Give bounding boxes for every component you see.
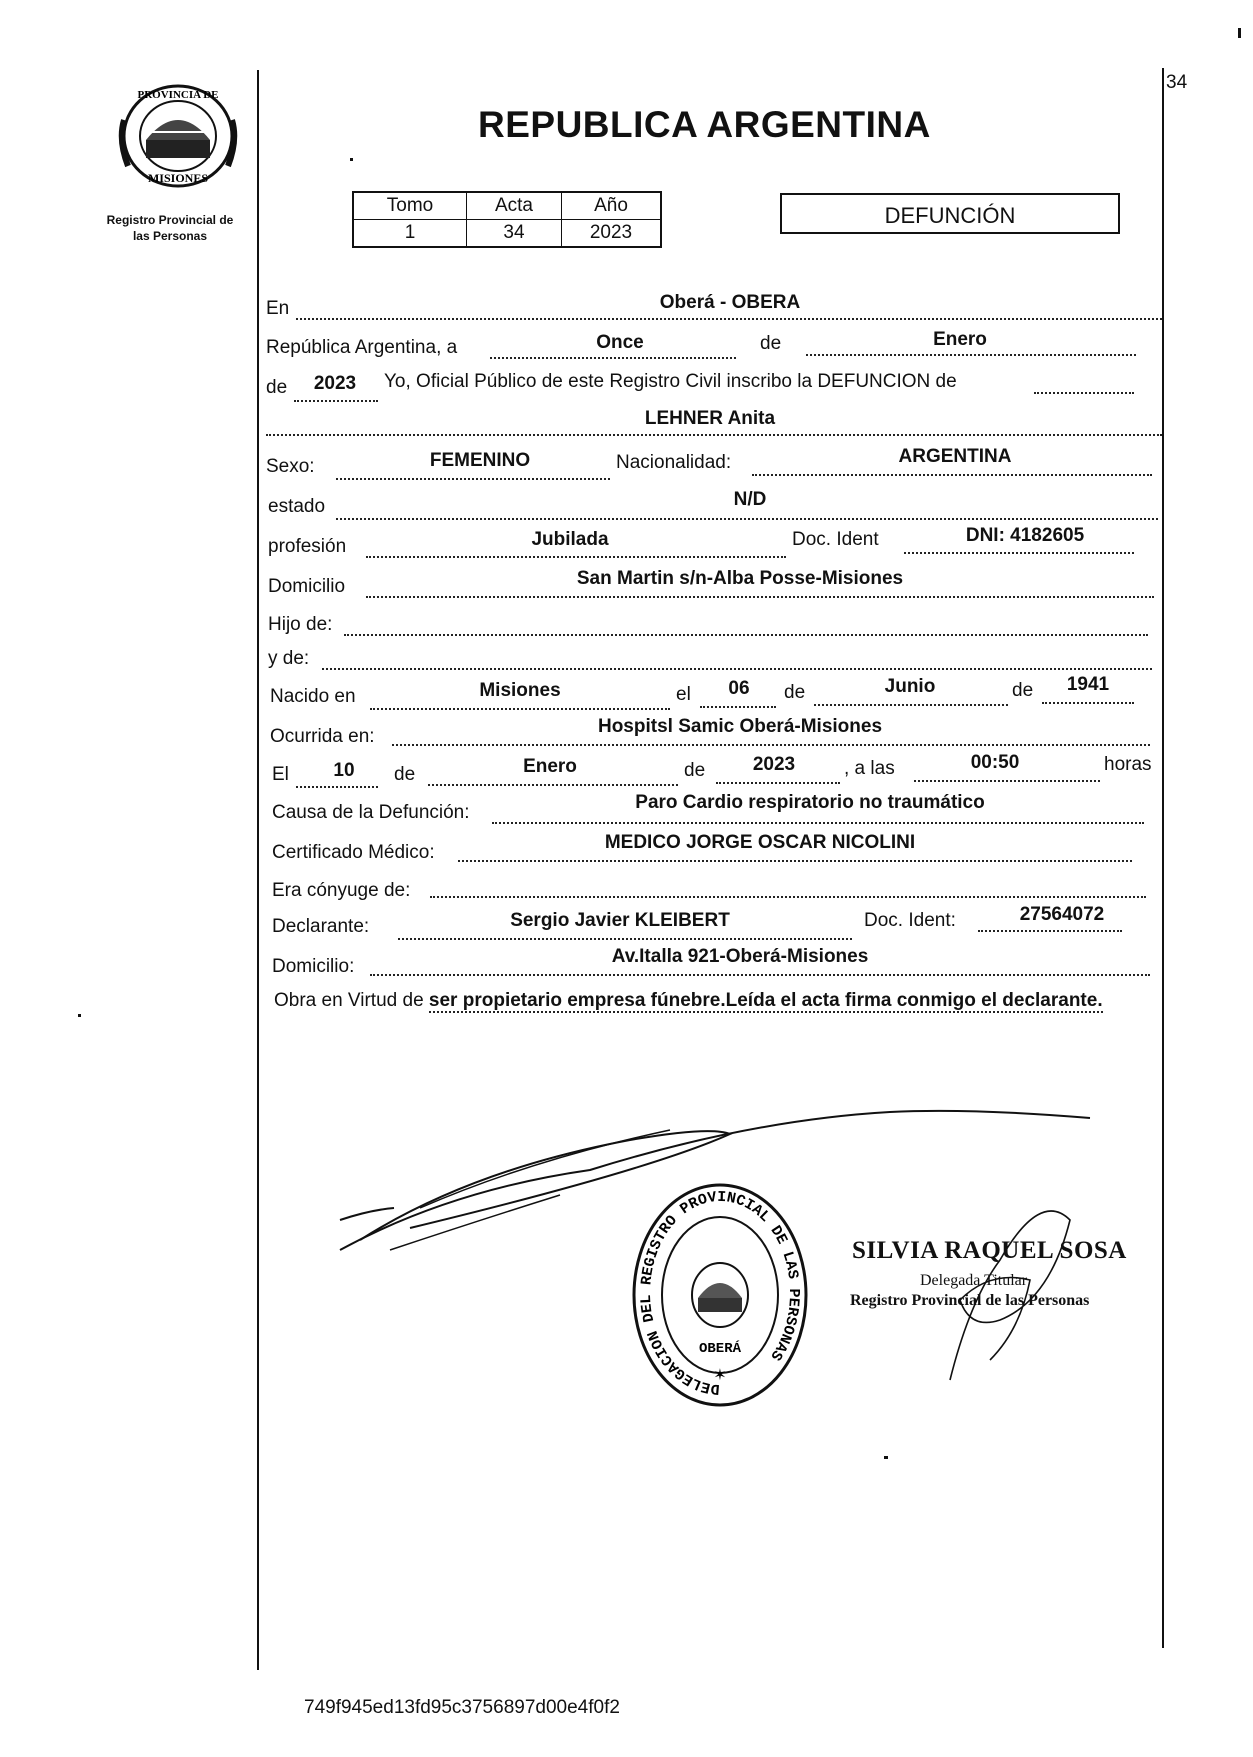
stamp-star-icon: ✶	[713, 1365, 727, 1384]
el-label: el	[676, 684, 691, 705]
stray-dot	[884, 1456, 888, 1459]
place-value: Oberá - OBERA	[659, 292, 801, 313]
domicilio-line	[366, 596, 1154, 598]
cert-value: MEDICO JORGE OSCAR NICOLINI	[604, 832, 916, 853]
domicilio-value: San Martin s/n-Alba Posse-Misiones	[576, 568, 904, 589]
nacido-label: Nacido en	[270, 686, 356, 707]
cert-label: Certificado Médico:	[272, 842, 435, 863]
province-seal-logo	[116, 80, 240, 192]
nacido-dia-value: 06	[728, 678, 750, 699]
El-label: El	[272, 764, 289, 785]
estado-label: estado	[268, 496, 326, 517]
page-number: 34	[1166, 72, 1188, 93]
year-line	[294, 400, 378, 402]
def-mes-value: Enero	[523, 756, 577, 777]
obra-paragraph	[274, 986, 1174, 1016]
yde-label: y de:	[268, 648, 310, 669]
doc-value: DNI: 4182605	[965, 525, 1085, 546]
nacionalidad-label: Nacionalidad:	[616, 452, 732, 473]
record-type-box: DEFUNCIÓN	[780, 193, 1120, 234]
sexo-label: Sexo:	[266, 456, 315, 477]
domicilio-label: Domicilio	[268, 576, 346, 597]
logo-caption-line2: las Personas	[132, 229, 208, 243]
official-signature-scribble	[930, 1180, 1090, 1390]
ocurrida-label: Ocurrida en:	[270, 726, 375, 747]
ref-header-anio: Año	[562, 192, 662, 220]
ref-header-acta: Acta	[467, 192, 562, 220]
nacionalidad-value: ARGENTINA	[898, 446, 1012, 467]
logo-bottom-text: MISIONES	[147, 171, 209, 185]
document-hash: 749f945ed13fd95c3756897d00e4f0f2	[304, 1697, 620, 1718]
profesion-label: profesión	[268, 536, 347, 557]
logo-caption-line1: Registro Provincial de	[106, 213, 234, 227]
logo-caption	[90, 212, 250, 244]
logo-arc-text: PROVINCIA DE	[137, 89, 219, 101]
de6-label: de	[684, 760, 706, 781]
domicilio2-label: Domicilio:	[272, 956, 355, 977]
doc-label: Doc. Ident	[792, 529, 879, 550]
ocurrida-line	[392, 744, 1150, 746]
inscribo-text: Yo, Oficial Público de este Registro Civil inscribo la DEFUNCION de	[384, 371, 957, 392]
doc-line	[904, 552, 1134, 554]
hijo-label: Hijo de:	[268, 614, 333, 635]
declarante-label: Declarante:	[272, 916, 370, 937]
estado-value: N/D	[733, 489, 767, 510]
causa-label: Causa de la Defunción:	[272, 802, 470, 823]
day-line	[490, 357, 736, 359]
left-margin-line	[257, 70, 259, 1670]
def-dia-line	[296, 786, 378, 788]
de1-label: de	[760, 333, 782, 354]
corner-mark	[1238, 28, 1241, 38]
place-line	[296, 318, 1162, 320]
profesion-value: Jubilada	[531, 529, 609, 550]
domicilio2-line	[370, 974, 1150, 976]
reference-table	[352, 191, 662, 248]
stray-dot	[78, 1014, 81, 1017]
signatory-org: Registro Provincial de las Personas	[850, 1292, 1090, 1309]
ref-value-acta: 34	[467, 220, 562, 248]
de4-label: de	[1012, 680, 1034, 701]
nacido-dia-line	[700, 706, 776, 708]
nacido-mes-line	[814, 704, 1008, 706]
ref-value-anio: 2023	[562, 220, 662, 248]
nacionalidad-line	[752, 474, 1152, 476]
conyuge-label: Era cónyuge de:	[272, 880, 411, 901]
profesion-line	[366, 556, 786, 558]
de2-label: de	[266, 377, 288, 398]
obra-label: Obra en Virtud de	[274, 990, 424, 1011]
causa-line	[492, 822, 1144, 824]
name-line	[266, 434, 1162, 436]
ocurrida-value: Hospitsl Samic Oberá-Misiones	[597, 716, 883, 737]
right-margin-line	[1162, 68, 1164, 1648]
month-line	[806, 354, 1136, 356]
doc2-value: 27564072	[1019, 904, 1105, 925]
estado-line	[336, 518, 1158, 520]
nacido-mes-value: Junio	[884, 676, 936, 697]
conyuge-line	[430, 896, 1146, 898]
def-anio-value: 2023	[752, 754, 796, 775]
sexo-line	[336, 478, 610, 480]
stamp-city: OBERÁ	[698, 1341, 742, 1357]
de5-label: de	[394, 764, 416, 785]
yde-line	[322, 668, 1152, 670]
month-value: Enero	[933, 329, 987, 350]
deceased-name-value: LEHNER Anita	[644, 408, 776, 429]
obra-text: ser propietario empresa fúnebre.Leída el acta firma conmigo el declarante.	[428, 990, 1103, 1011]
alas-label: , a las	[844, 758, 895, 779]
stamp-ring-text: DELEGACION DEL REGISTRO PROVINCIAL DE LAS PERSONAS	[637, 1188, 803, 1398]
day-words-value: Once	[596, 332, 644, 353]
declarante-value: Sergio Javier KLEIBERT	[510, 910, 730, 931]
ref-header-tomo: Tomo	[353, 192, 467, 220]
registry-stamp	[630, 1180, 810, 1410]
en-label: En	[266, 298, 290, 319]
nacido-anio-line	[1042, 702, 1134, 704]
declarante-line	[398, 938, 852, 940]
nacido-lugar-value: Misiones	[479, 680, 561, 701]
horas-label: horas	[1104, 754, 1152, 775]
def-mes-line	[428, 784, 678, 786]
page-title: REPUBLICA ARGENTINA	[478, 104, 931, 145]
de3-label: de	[784, 682, 806, 703]
stray-dot	[350, 158, 353, 161]
domicilio2-value: Av.Italla 921-Oberá-Misiones	[611, 946, 869, 967]
ref-value-tomo: 1	[353, 220, 467, 248]
signatory-role: Delegada Titular	[920, 1272, 1028, 1289]
year-value: 2023	[313, 373, 357, 394]
def-dia-value: 10	[333, 760, 355, 781]
cert-line	[458, 860, 1132, 862]
def-hora-value: 00:50	[970, 752, 1020, 773]
def-anio-line	[716, 782, 840, 784]
hijo-line	[344, 634, 1148, 636]
inscribo-line	[1034, 392, 1134, 394]
signatory-name: SILVIA RAQUEL SOSA	[852, 1237, 1127, 1264]
def-hora-line	[914, 780, 1100, 782]
causa-value: Paro Cardio respiratorio no traumático	[635, 792, 985, 813]
nacido-anio-value: 1941	[1066, 674, 1110, 695]
republica-label: República Argentina, a	[266, 337, 458, 358]
nacido-lugar-line	[370, 708, 670, 710]
doc2-line	[978, 930, 1122, 932]
sexo-value: FEMENINO	[429, 450, 531, 471]
doc2-label: Doc. Ident:	[864, 910, 956, 931]
